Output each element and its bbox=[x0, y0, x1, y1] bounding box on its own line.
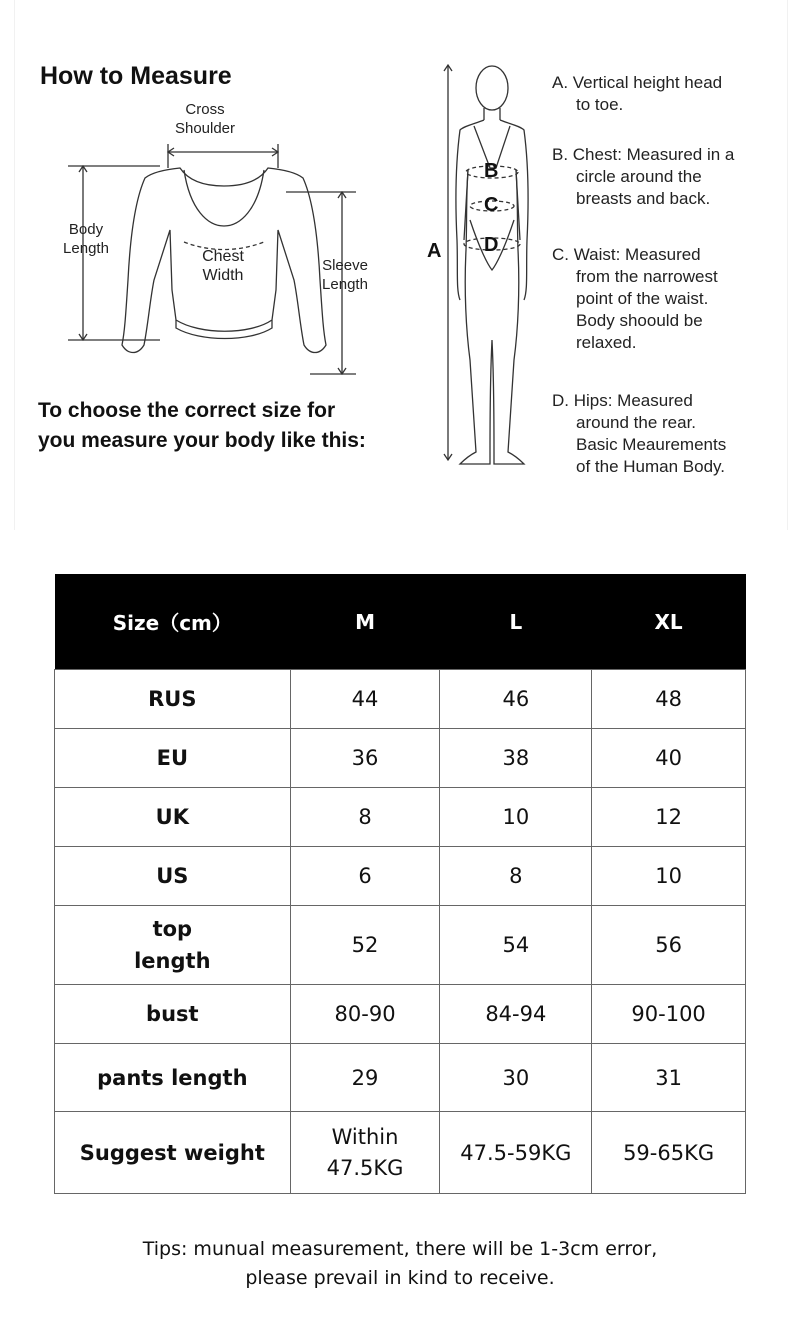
table-row bbox=[55, 788, 746, 847]
body-figure bbox=[440, 60, 550, 470]
figure-letter-a: A bbox=[427, 240, 442, 262]
cell: 6 bbox=[290, 847, 440, 906]
cell: 80-90 bbox=[290, 985, 440, 1044]
measure-desc-c-rest: from the narrowest point of the waist. Body shoould be relaxed. bbox=[576, 267, 718, 352]
cell: 52 bbox=[290, 906, 440, 985]
figure-head bbox=[476, 66, 508, 110]
table-row bbox=[55, 1044, 746, 1112]
guide-title: How to Measure bbox=[40, 62, 232, 90]
cell: 59-65KG bbox=[592, 1112, 746, 1194]
measure-desc-a bbox=[552, 72, 782, 116]
figure-letter-c: C bbox=[484, 194, 499, 216]
cell: 31 bbox=[592, 1044, 746, 1112]
figure-letter-d: D bbox=[484, 234, 499, 256]
measure-desc-b-rest: circle around the breasts and back. bbox=[576, 167, 711, 208]
cell: 47.5-59KG bbox=[440, 1112, 592, 1194]
cross-shoulder-label: Cross Shoulder bbox=[174, 101, 236, 137]
table-row bbox=[55, 729, 746, 788]
header-m: M bbox=[290, 574, 440, 670]
table-row bbox=[55, 670, 746, 729]
table-row bbox=[55, 985, 746, 1044]
chest-width-label: Chest Width bbox=[202, 248, 244, 284]
cell: 56 bbox=[592, 906, 746, 985]
row-label: US bbox=[55, 847, 291, 906]
table-row bbox=[55, 847, 746, 906]
cell: 8 bbox=[440, 847, 592, 906]
size-table bbox=[54, 574, 746, 1194]
size-table-header bbox=[55, 574, 746, 670]
measure-desc-b bbox=[552, 144, 782, 210]
header-size-cm: Size（cm） bbox=[55, 574, 291, 670]
subtitle-line-2: you measure your body like this: bbox=[38, 429, 366, 452]
header-xl: XL bbox=[592, 574, 746, 670]
cell: 29 bbox=[290, 1044, 440, 1112]
cell: 44 bbox=[290, 670, 440, 729]
measure-desc-a-line1: A. Vertical height head bbox=[552, 73, 723, 92]
cell: 10 bbox=[592, 847, 746, 906]
measure-desc-b-line1: B. Chest: Measured in a bbox=[552, 145, 735, 164]
cell: 30 bbox=[440, 1044, 592, 1112]
cell: Within 47.5KG bbox=[290, 1112, 440, 1194]
cell: 90-100 bbox=[592, 985, 746, 1044]
cell: 38 bbox=[440, 729, 592, 788]
measure-desc-d bbox=[552, 390, 782, 478]
cell: 8 bbox=[290, 788, 440, 847]
header-l: L bbox=[440, 574, 592, 670]
measure-desc-d-rest: around the rear. Basic Meaurements of the Human Body. bbox=[576, 413, 727, 476]
table-row bbox=[55, 1112, 746, 1194]
cell: 40 bbox=[592, 729, 746, 788]
row-label: UK bbox=[55, 788, 291, 847]
cell: 36 bbox=[290, 729, 440, 788]
cell: 84-94 bbox=[440, 985, 592, 1044]
row-label: EU bbox=[55, 729, 291, 788]
subtitle-line-1: To choose the correct size for bbox=[38, 399, 336, 422]
measure-desc-d-line1: D. Hips: Measured bbox=[552, 391, 693, 410]
cell: 46 bbox=[440, 670, 592, 729]
cell: 10 bbox=[440, 788, 592, 847]
cell: 54 bbox=[440, 906, 592, 985]
tips-line-2: please prevail in kind to receive. bbox=[245, 1267, 555, 1289]
body-length-label: Body Length bbox=[63, 221, 109, 257]
table-row bbox=[55, 906, 746, 985]
measure-desc-a-rest: to toe. bbox=[576, 95, 624, 114]
tips-line-1: Tips: munual measurement, there will be 1-3cm error, bbox=[142, 1238, 658, 1260]
measure-desc-c bbox=[552, 244, 782, 354]
row-label: top length bbox=[55, 906, 291, 985]
row-label: RUS bbox=[55, 670, 291, 729]
row-label: bust bbox=[55, 985, 291, 1044]
cell: 48 bbox=[592, 670, 746, 729]
cell: 12 bbox=[592, 788, 746, 847]
row-label: pants length bbox=[55, 1044, 291, 1112]
measure-desc-c-line1: C. Waist: Measured bbox=[552, 245, 701, 264]
guide-subtitle bbox=[38, 396, 366, 456]
tips-note bbox=[0, 1235, 800, 1293]
sleeve-length-label: Sleeve Length bbox=[322, 257, 368, 293]
figure-letter-b: B bbox=[484, 160, 499, 182]
row-label: Suggest weight bbox=[55, 1112, 291, 1194]
